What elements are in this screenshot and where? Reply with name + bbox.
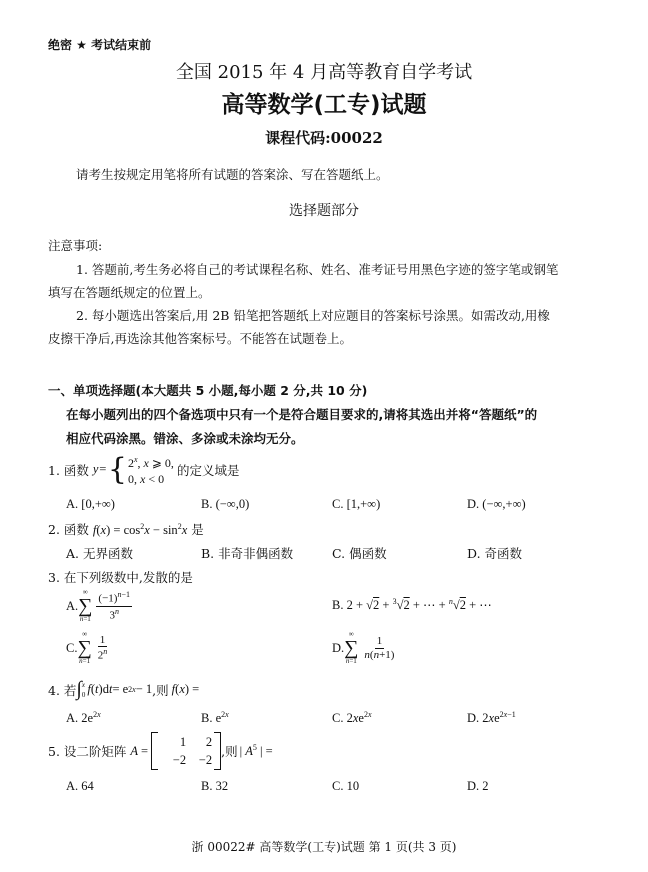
q3-a-fraction: $\frac{(-1)^{n-1}}{3^n}$	[98, 590, 130, 622]
q1-prefix: 1. 函数	[48, 462, 89, 478]
q3-option-d-label: D.	[332, 640, 345, 655]
sum-symbol: ∞ ∑ n=1	[344, 630, 359, 665]
q1-option-b[interactable]: B. (−∞,0)	[201, 497, 250, 511]
q4-mid: ,则	[152, 682, 169, 698]
q1-option-c[interactable]: C. [1,+∞)	[332, 497, 381, 511]
section-title: 选择题部分	[289, 203, 359, 219]
course-code: 课程代码:00022	[265, 129, 383, 147]
note-item-2: 2. 每小题选出答案后,用 2B 铅笔把答题纸上对应题目的答案标号涂黑。如需改动,用橡	[76, 308, 550, 323]
q4-integral: ∫ x 0 f ( t )d t = e 2x − 1	[76, 678, 153, 700]
q1-suffix: 的定义域是	[176, 462, 240, 478]
q3-option-c-label: C.	[66, 640, 78, 655]
q3-option-b[interactable]	[332, 597, 492, 613]
q4-option-d[interactable]: D. $2xe^{2x-1}$	[467, 710, 516, 726]
sum-symbol: ∞ ∑ n=1	[78, 588, 93, 623]
q2-suffix: 是	[191, 522, 204, 537]
q5-matrix-name: A	[130, 743, 139, 758]
matrix-cell: 1	[179, 735, 187, 749]
q3-option-c[interactable]	[66, 631, 111, 665]
q5-option-d[interactable]: D. 2	[467, 779, 489, 793]
note-item-2-cont: 皮擦干净后,再选涂其他答案标号。不能答在试题卷上。	[48, 331, 352, 346]
q5-option-a[interactable]: A. 64	[66, 779, 94, 793]
q2-option-d[interactable]: D. 奇函数	[467, 546, 523, 561]
q5-mid: ,则	[221, 744, 238, 759]
exam-name: 全国 2015 年 4 月高等教育自学考试	[175, 62, 473, 83]
q5-determinant: | $A^5$ | =	[239, 742, 273, 759]
matrix-cell: −2	[172, 753, 187, 767]
q3-option-a-label: A.	[66, 598, 79, 613]
question-3: 3. 在下列级数中,发散的是	[48, 570, 193, 585]
q2-formula: $f(x) = \cos^2x - \sin^2x$	[92, 521, 188, 537]
q4-option-a[interactable]: A. $2e^{2x}$	[66, 710, 101, 726]
q2-option-a[interactable]: A. 无界函数	[66, 546, 133, 561]
q1-cases: 2$^x$, x ⩾ 0, 0, x < 0	[127, 455, 174, 486]
q1-function: y=	[92, 462, 107, 476]
q2-option-b[interactable]: B. 非奇非偶函数	[201, 546, 294, 561]
q3-option-d[interactable]	[332, 631, 398, 665]
q4-target: f(x) =	[171, 682, 200, 696]
question-5: 5. 设二阶矩阵 A = 1 2 −2 −2 ,则 | $A^5$ | =	[48, 732, 273, 770]
matrix-bracket-left	[151, 732, 158, 770]
q2-prefix: 2. 函数	[48, 522, 89, 537]
q4-option-c-label: C.	[332, 711, 344, 726]
q1-brace: {	[107, 451, 127, 487]
q4-option-a-label: A.	[66, 711, 79, 726]
question-2	[48, 520, 204, 538]
q4-option-d-label: D.	[467, 711, 480, 726]
part1-instruction-cont: 相应代码涂黑。错涂、多涂或未涂均无分。	[66, 431, 304, 446]
q3-option-a[interactable]	[66, 589, 134, 623]
q2-option-c[interactable]: C. 偶函数	[332, 546, 387, 561]
q4-option-c[interactable]: C. $2xe^{2x}$	[332, 710, 372, 726]
part1-heading: 一、单项选择题(本大题共 5 小题,每小题 2 分,共 10 分)	[48, 383, 368, 398]
note-item-1: 1. 答题前,考生务必将自己的考试课程名称、姓名、准考证号用黑色字迹的签字笔或钢笔	[76, 262, 559, 277]
q5-option-c[interactable]: C. 10	[332, 779, 360, 793]
page-footer: 浙 00022# 高等数学(工专)试题 第 1 页(共 3 页)	[191, 840, 457, 854]
q1-option-a[interactable]: A. [0,+∞)	[66, 497, 115, 511]
q4-prefix: 4. 若	[48, 682, 77, 698]
question-1	[48, 452, 239, 487]
intro-text: 请考生按规定用笔将所有试题的答案涂、写在答题纸上。	[76, 167, 389, 182]
question-4	[48, 678, 199, 701]
sum-symbol: ∞ ∑ n=1	[77, 630, 92, 665]
q1-option-d[interactable]: D. (−∞,+∞)	[467, 497, 526, 511]
matrix-cell: −2	[198, 753, 213, 767]
q5-option-b[interactable]: B. 32	[201, 779, 229, 793]
q3-d-fraction: $\frac{1}{n(n+1)}$	[364, 634, 395, 661]
q5-prefix: 5. 设二阶矩阵	[48, 744, 127, 759]
q3-b-series: 2 + √2 + $^3$√2 + ⋯ + $^n$√2 + ⋯	[346, 597, 492, 613]
q4-option-b[interactable]: B. $e^{2x}$	[201, 710, 229, 726]
notes-heading: 注意事项:	[48, 238, 103, 253]
matrix-bracket-right	[214, 732, 221, 770]
page-title: 高等数学(工专)试题	[221, 92, 427, 118]
q3-option-b-label: B.	[332, 598, 344, 613]
q3-c-fraction: $\frac{1}{2^n}$	[97, 633, 108, 662]
secret-label: 绝密 ★ 考试结束前	[48, 38, 152, 52]
matrix-cell: 2	[205, 735, 213, 749]
note-item-1-cont: 填写在答题纸规定的位置上。	[48, 285, 211, 300]
part1-instruction: 在每小题列出的四个备选项中只有一个是符合题目要求的,请将其选出并将“答题纸”的	[66, 407, 538, 422]
q5-matrix	[160, 734, 212, 768]
q4-option-b-label: B.	[201, 711, 213, 726]
